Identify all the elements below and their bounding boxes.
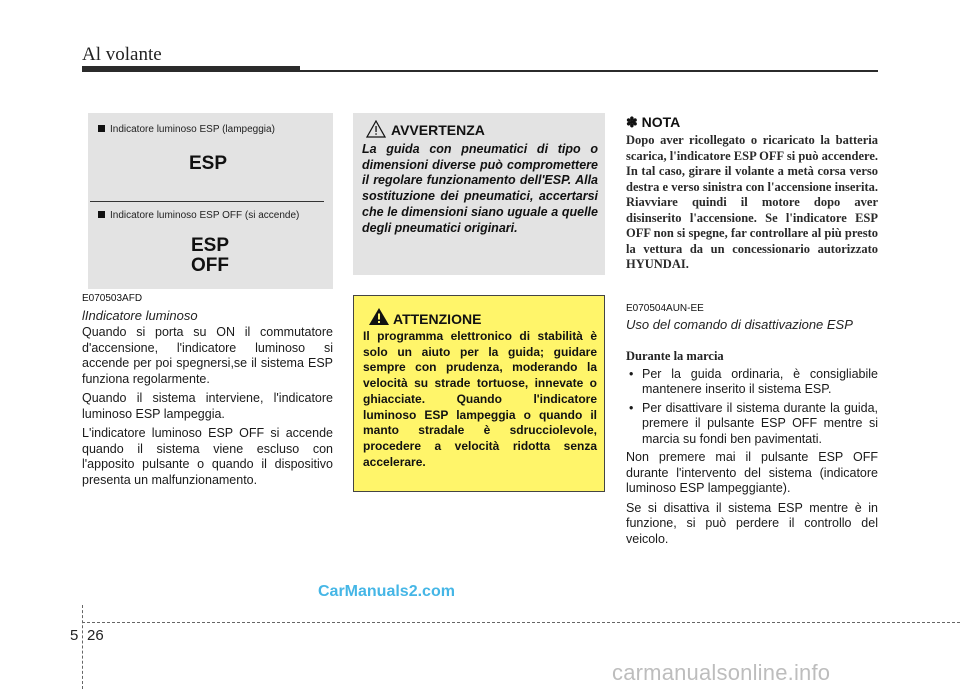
header-rule-thick: [82, 66, 300, 72]
warning-text: La guida con pneumatici di tipo o dimensioni diverse può compromettere il regolare funzionamento dell'ESP. Alla sostituzione dei pneumatici, accertarsi che le dimensioni siano uguale a quelle degli pneumatici originari.: [362, 142, 598, 235]
indicator-body-text: [82, 325, 333, 492]
caution-title: ATTENZIONE: [393, 311, 482, 327]
footer-vertical-rule: [82, 605, 83, 689]
subheading: Durante la marcia: [626, 349, 724, 363]
asterisk-icon: ✽: [626, 114, 638, 130]
paragraph: L'indicatore luminoso ESP OFF si accende quando il sistema viene escluso con l'apposito pulsante o quando il dispositivo presenta un malfunzionamento.: [82, 426, 333, 487]
page-number: 26: [87, 627, 104, 644]
list-item: • Per la guida ordinaria, è consigliabile mantenere inserito il sistema ESP.: [626, 367, 878, 398]
indicator-divider: [90, 201, 324, 202]
note-heading: ✽ NOTA: [626, 114, 681, 130]
square-bullet-icon: [98, 125, 105, 132]
section-code: E070503AFD: [82, 293, 143, 304]
list-item: • Per disattivare il sistema durante la guida, premere il pulsante ESP OFF mentre si marcia su fondi ben pavimentati.: [626, 401, 878, 448]
footer-url-link[interactable]: carmanualsonline.info: [612, 660, 831, 685]
note-text: Dopo aver ricollegato o ricaricato la batteria scarica, l'indicatore ESP OFF si può accendere. In tal caso, girare il volante a metà corsa verso destra e verso sinistra con l'accensione inserita. Riavviare quindi il motore dopo aver disinserito l'accensione. Se l'indicatore ESP OFF non si spegne, far controllare al più presto la vettura da un concessionario autorizzato HYUNDAI.: [626, 133, 878, 271]
footer-rule: [82, 622, 960, 623]
bullet-list: [626, 367, 878, 448]
esp-indicator-symbol: ESP: [188, 153, 228, 174]
paragraph: Non premere mai il pulsante ESP OFF durante l'intervento del sistema (indicatore luminoso ESP lampeggiante).: [626, 450, 878, 495]
section-title: Al volante: [82, 44, 162, 65]
paragraph: Quando il sistema interviene, l'indicatore luminoso ESP lampeggia.: [82, 391, 333, 421]
warning-triangle-icon: [366, 120, 386, 138]
caution-text: Il programma elettronico di stabilità è solo un aiuto per la guida; guidare sempre con prudenza, moderando la velocità su strade tortuose, innevate o ghiacciate. Quando l'indicatore luminoso ESP lampeggia o quando il manto stradale è sdrucciolevole, procedere a velocità ridotta senza accelerare.: [363, 329, 597, 469]
caution-triangle-icon: [368, 307, 390, 326]
chapter-number: 5: [70, 627, 79, 644]
esp-off-indicator-symbol: ESP OFF: [190, 235, 230, 276]
watermark-link[interactable]: CarManuals2.com: [318, 583, 455, 600]
paragraph: Se si disattiva il sistema ESP mentre è in funzione, si può perdere il controllo del veicolo.: [626, 500, 878, 546]
paragraph: Quando si porta su ON il commutatore d'accensione, l'indicatore luminoso si accende per poi spegnersi,se il sistema ESP funziona regolarmente.: [82, 325, 333, 386]
section-code: E070504AUN-EE: [626, 303, 704, 314]
indicator-caption-esp: Indicatore luminoso ESP (lampeggia): [98, 124, 275, 135]
indicator-caption-esp-off: Indicatore luminoso ESP OFF (si accende): [98, 210, 299, 221]
header-rule-thin: [300, 70, 878, 72]
square-bullet-icon: [98, 211, 105, 218]
warning-title: AVVERTENZA: [391, 122, 485, 138]
section-heading: lIndicatore luminoso: [82, 308, 198, 323]
section-heading: Uso del comando di disattivazione ESP: [626, 317, 853, 332]
deactivation-body: [626, 349, 878, 551]
